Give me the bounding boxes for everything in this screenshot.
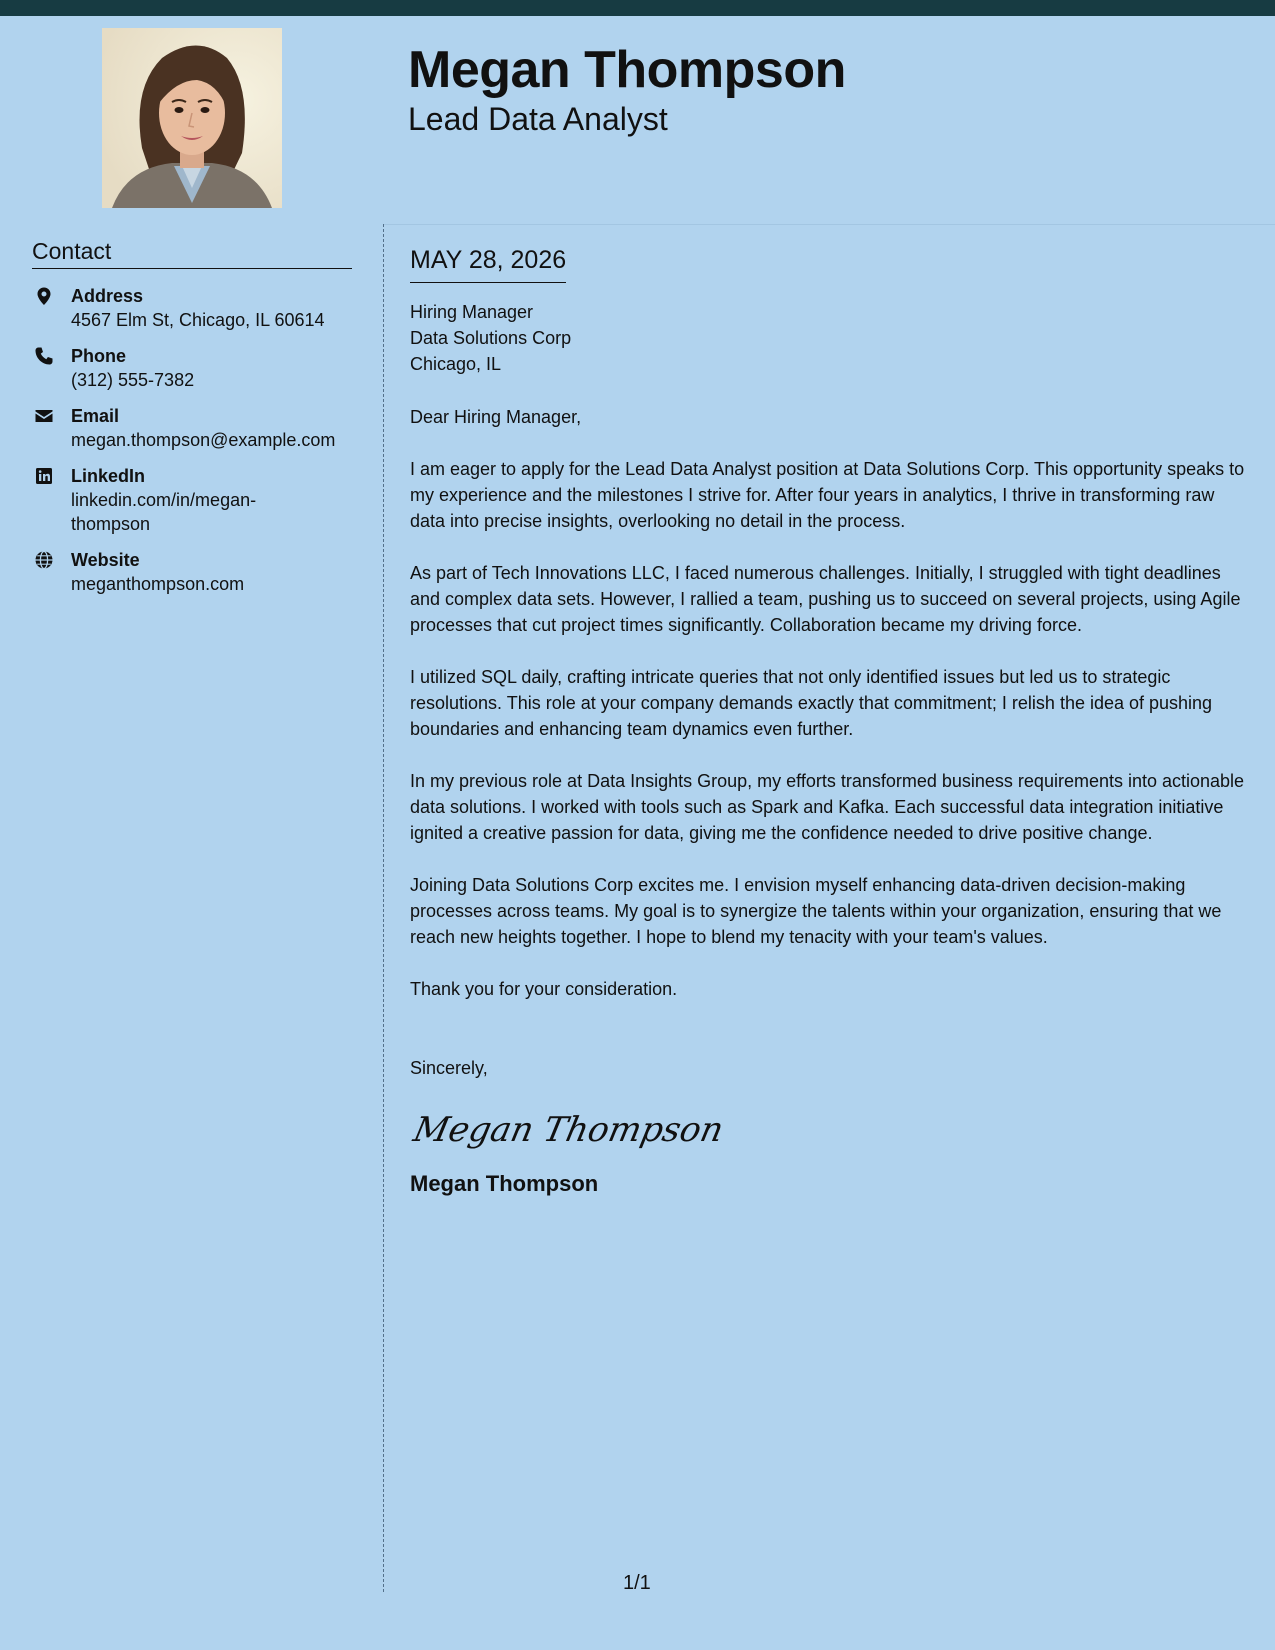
envelope-icon — [34, 406, 54, 426]
contact-website — [32, 548, 352, 596]
contact-sidebar — [32, 238, 352, 596]
recipient-line: Data Solutions Corp — [410, 328, 572, 348]
paragraph: Thank you for your consideration. — [410, 979, 678, 999]
signed-name: Megan Thompson — [410, 1171, 599, 1196]
paragraph: I am eager to apply for the Lead Data Analyst position at Data Solutions Corp. This opportunity speaks to my experience and the milestones I strive for. After four years in analytics, I thrive in transforming raw data into precise insights, overlooking no detail in the process. — [410, 459, 1245, 531]
paragraph: As part of Tech Innovations LLC, I faced numerous challenges. Initially, I struggled with tight deadlines and complex data sets. However, I rallied a team, pushing us to succeed on several projects, using Agile processes that cut project times significantly. Collaboration became my driving force. — [410, 563, 1241, 635]
globe-icon — [34, 550, 54, 570]
signature-text: Megan Thompson — [410, 1110, 727, 1150]
job-title: Lead Data Analyst — [408, 101, 668, 137]
phone-label: Phone — [71, 346, 127, 366]
phone-icon — [34, 346, 54, 366]
contact-address — [32, 284, 352, 332]
paragraph: I utilized SQL daily, crafting intricate queries that not only identified issues but led us to strategic resolutions. This role at your company demands exactly that commitment; I relish the idea of pushing boundaries and enhancing team dynamics even further. — [410, 667, 1213, 739]
paragraph: Joining Data Solutions Corp excites me. I envision myself enhancing data-driven decision-making processes across teams. My goal is to synergize the talents within your organization, ensuring that we reach new heights together. I hope to blend my tenacity with your team's values. — [410, 875, 1222, 947]
linkedin-label: LinkedIn — [71, 466, 146, 486]
profile-photo — [102, 28, 282, 208]
linkedin-icon — [34, 466, 54, 486]
phone-value: (312) 555-7382 — [71, 370, 195, 390]
recipient-block — [410, 299, 1245, 377]
column-divider — [383, 224, 384, 1592]
page-number: 1/1 — [623, 1572, 651, 1594]
letter-date: MAY 28, 2026 — [410, 244, 566, 283]
linkedin-value: linkedin.com/in/megan-thompson — [71, 490, 257, 534]
contact-phone — [32, 344, 352, 392]
website-label: Website — [71, 550, 140, 570]
address-label: Address — [71, 286, 144, 306]
recipient-line: Chicago, IL — [410, 354, 502, 374]
salutation: Dear Hiring Manager, — [410, 407, 582, 427]
header-divider — [384, 224, 1275, 225]
contact-heading: Contact — [32, 238, 352, 269]
location-pin-icon — [34, 286, 54, 306]
website-value: meganthompson.com — [71, 574, 245, 594]
paragraph: In my previous role at Data Insights Group, my efforts transformed business requirements into actionable data solutions. I worked with tools such as Spark and Kafka. Each successful data integration initiative ignited a creative passion for data, giving me the confidence needed to drive positive change. — [410, 771, 1245, 843]
applicant-name: Megan Thompson — [408, 41, 846, 99]
top-bar — [0, 0, 1275, 16]
handwritten-signature — [410, 1103, 1245, 1155]
recipient-line: Hiring Manager — [410, 302, 534, 322]
letter-body — [410, 244, 1245, 1197]
email-value: megan.thompson@example.com — [71, 430, 336, 450]
contact-email — [32, 404, 352, 452]
contact-linkedin — [32, 464, 352, 536]
email-label: Email — [71, 406, 120, 426]
closing: Sincerely, — [410, 1058, 488, 1078]
address-value: 4567 Elm St, Chicago, IL 60614 — [71, 310, 325, 330]
